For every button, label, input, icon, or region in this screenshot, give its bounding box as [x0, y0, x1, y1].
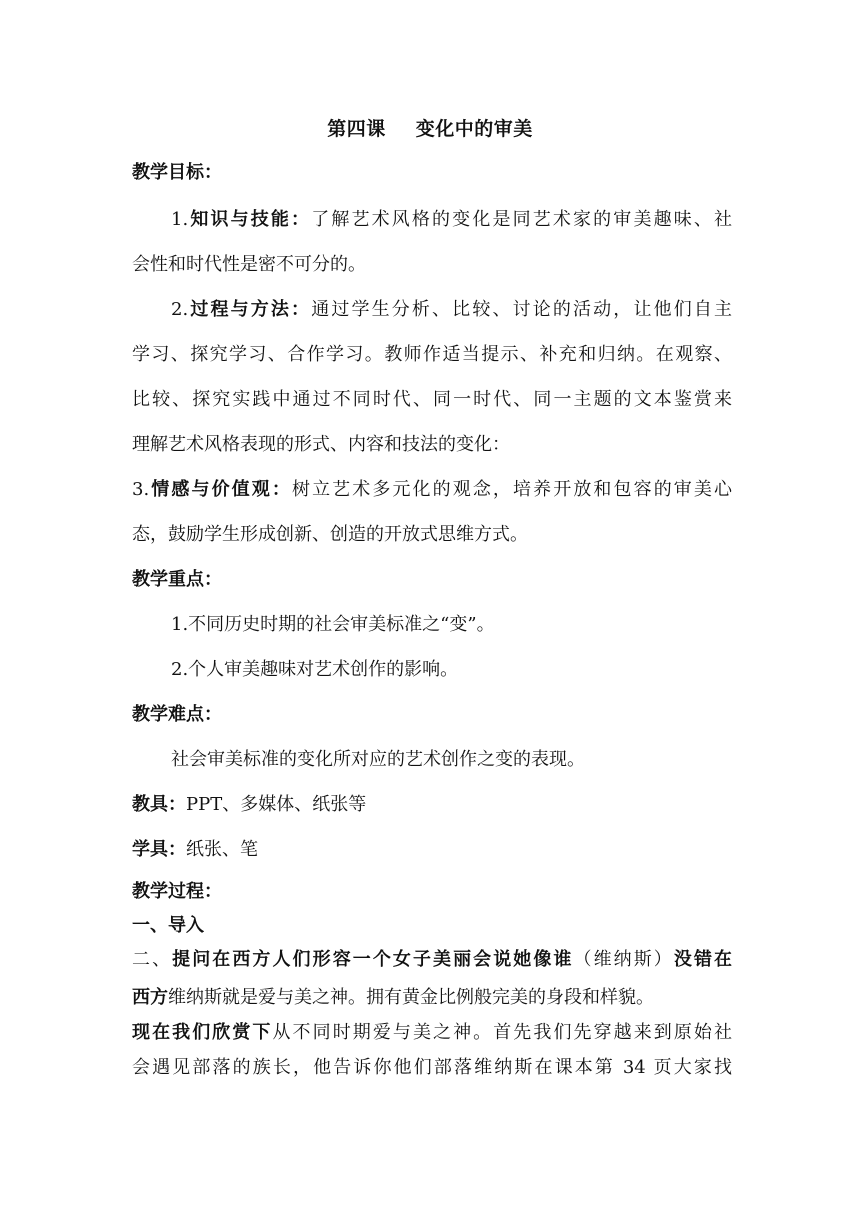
objective-3-line-2: 态，鼓励学生形成创新、创造的开放式思维方式。: [132, 524, 528, 545]
process-step-2-line-1: 二、提问在西方人们形容一个女子美丽会说她像谁（维纳斯）没错在: [132, 949, 733, 970]
teaching-tools: 教具：PPT、多媒体、纸张等: [132, 794, 367, 815]
process-step-1: 一、导入: [132, 915, 204, 936]
student-tools: 学具：纸张、笔: [132, 839, 258, 860]
key-point-2: 2.个人审美趣味对艺术创作的影响。: [171, 659, 459, 680]
key-point-1: 1.不同历史时期的社会审美标准之“变”。: [171, 614, 495, 635]
objectives-heading: 教学目标：: [132, 162, 222, 183]
process-step-2-line-3: 现在我们欣赏下从不同时期爱与美之神。首先我们先穿越来到原始社: [132, 1022, 732, 1043]
objective-3-line-1: 3.情感与价值观：树立艺术多元化的观念，培养开放和包容的审美心: [132, 479, 733, 500]
process-step-2-line-2: 西方维纳斯就是爱与美之神。拥有黄金比例般完美的身段和样貌。: [132, 987, 654, 1008]
page-title: [0, 114, 860, 141]
objective-2-line-2: 学习、探究学习、合作学习。教师作适当提示、补充和归纳。在观察、: [132, 344, 732, 365]
difficulty-1: 社会审美标准的变化所对应的艺术创作之变的表现。: [171, 749, 585, 770]
objective-2-line-3: 比较、探究实践中通过不同时代、同一时代、同一主题的文本鉴赏来: [132, 389, 732, 410]
process-heading: 教学过程：: [132, 881, 222, 902]
title-part-topic: 变化中的审美: [415, 118, 533, 140]
objective-2-line-4: 理解艺术风格表现的形式、内容和技法的变化：: [132, 434, 510, 455]
objective-1-line-2: 会性和时代性是密不可分的。: [132, 254, 366, 275]
key-points-heading: 教学重点：: [132, 569, 222, 590]
objective-1-line-1: 1.知识与技能：了解艺术风格的变化是同艺术家的审美趣味、社: [171, 209, 733, 230]
process-step-2-line-4: 会遇见部落的族长，他告诉你他们部落维纳斯在课本第 34 页大家找: [132, 1057, 732, 1078]
title-part-lesson: 第四课: [327, 118, 386, 140]
objective-2-line-1: 2.过程与方法：通过学生分析、比较、讨论的活动，让他们自主: [171, 299, 733, 320]
difficulties-heading: 教学难点：: [132, 704, 222, 725]
